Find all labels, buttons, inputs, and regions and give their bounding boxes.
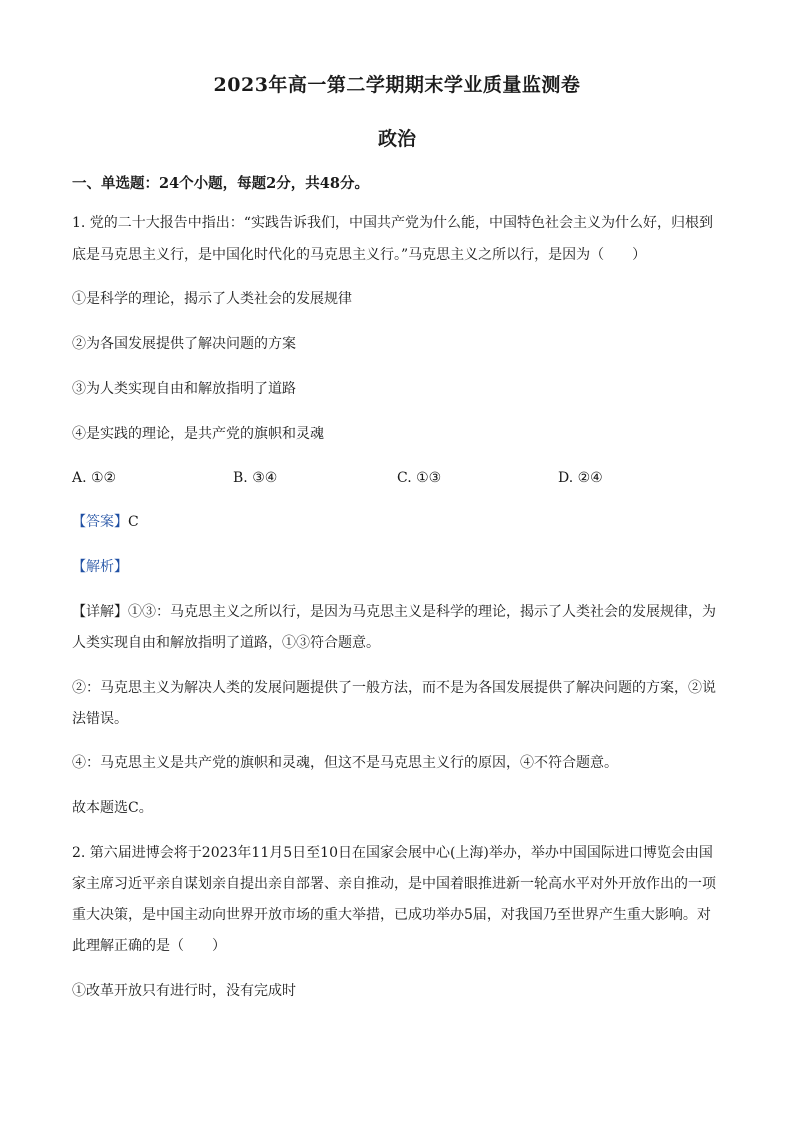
q1-option-item-2: ②为各国发展提供了解决问题的方案 [72,336,296,352]
q1-detail-1-line1 [72,599,727,626]
q1-answer [72,509,727,536]
q1-choice-d: D. ②④ [558,470,603,486]
q1-option-item-3: ③为人类实现自由和解放指明了道路 [72,381,296,397]
q1-detail-1-line2: 人类实现自由和解放指明了道路，①③符合题意。 [72,635,380,651]
q1-option-item-4: ④是实践的理论，是共产党的旗帜和灵魂 [72,426,324,442]
subject-title: 政治 [377,128,416,150]
document-title: 2023年高一第二学期期末学业质量监测卷 [213,74,581,96]
q1-stem-line2: 底是马克思主义行，是中国化时代化的马克思主义行。”马克思主义之所以行，是因为（ ） [72,247,647,263]
q1-choice-c: C. ①③ [397,470,442,486]
detail-tag: 【详解】 [72,604,128,620]
q1-choice-a: A. ①② [72,470,117,486]
q1-detail-2-line1: ②：马克思主义为解决人类的发展问题提供了一般方法，而不是为各国发展提供了解决问题的方案，②说 [72,680,716,696]
detail-1-text-1: ①③：马克思主义之所以行，是因为马克思主义是科学的理论，揭示了人类社会的发展规律，为 [128,604,716,620]
section-heading: 一、单选题：24个小题，每题2分，共48分。 [72,175,369,192]
q2-stem-line1: 2. 第六届进博会将于2023年11月5日至10日在国家会展中心(上海)举办，举办中国国际进口博览会由国 [72,845,713,861]
q1-conclusion: 故本题选C。 [72,800,153,816]
answer-tag: 【答案】 [72,514,128,530]
q2-stem-line2: 家主席习近平亲自谋划亲自提出亲自部署、亲自推动，是中国着眼推进新一轮高水平对外开放作出的一项 [72,876,716,892]
answer-value: C [128,514,139,530]
q2-option-item-1: ①改革开放只有进行时，没有完成时 [72,983,296,999]
q2-stem-line3: 重大决策，是中国主动向世界开放市场的重大举措，已成功举办5届，对我国乃至世界产生重大影响。对 [72,907,711,923]
q1-option-item-1: ①是科学的理论，揭示了人类社会的发展规律 [72,291,352,307]
q1-analysis [72,554,727,581]
analysis-tag: 【解析】 [72,559,128,575]
q1-stem-line1: 1. 党的二十大报告中指出：“实践告诉我们，中国共产党为什么能，中国特色社会主义为什么好，归根到 [72,215,713,231]
q1-detail-2-line2: 法错误。 [72,711,128,727]
q2-stem-line4: 此理解正确的是（ ） [72,938,226,954]
q1-detail-3: ④：马克思主义是共产党的旗帜和灵魂，但这不是马克思主义行的原因，④不符合题意。 [72,755,618,771]
q1-choice-b: B. ③④ [233,470,278,486]
